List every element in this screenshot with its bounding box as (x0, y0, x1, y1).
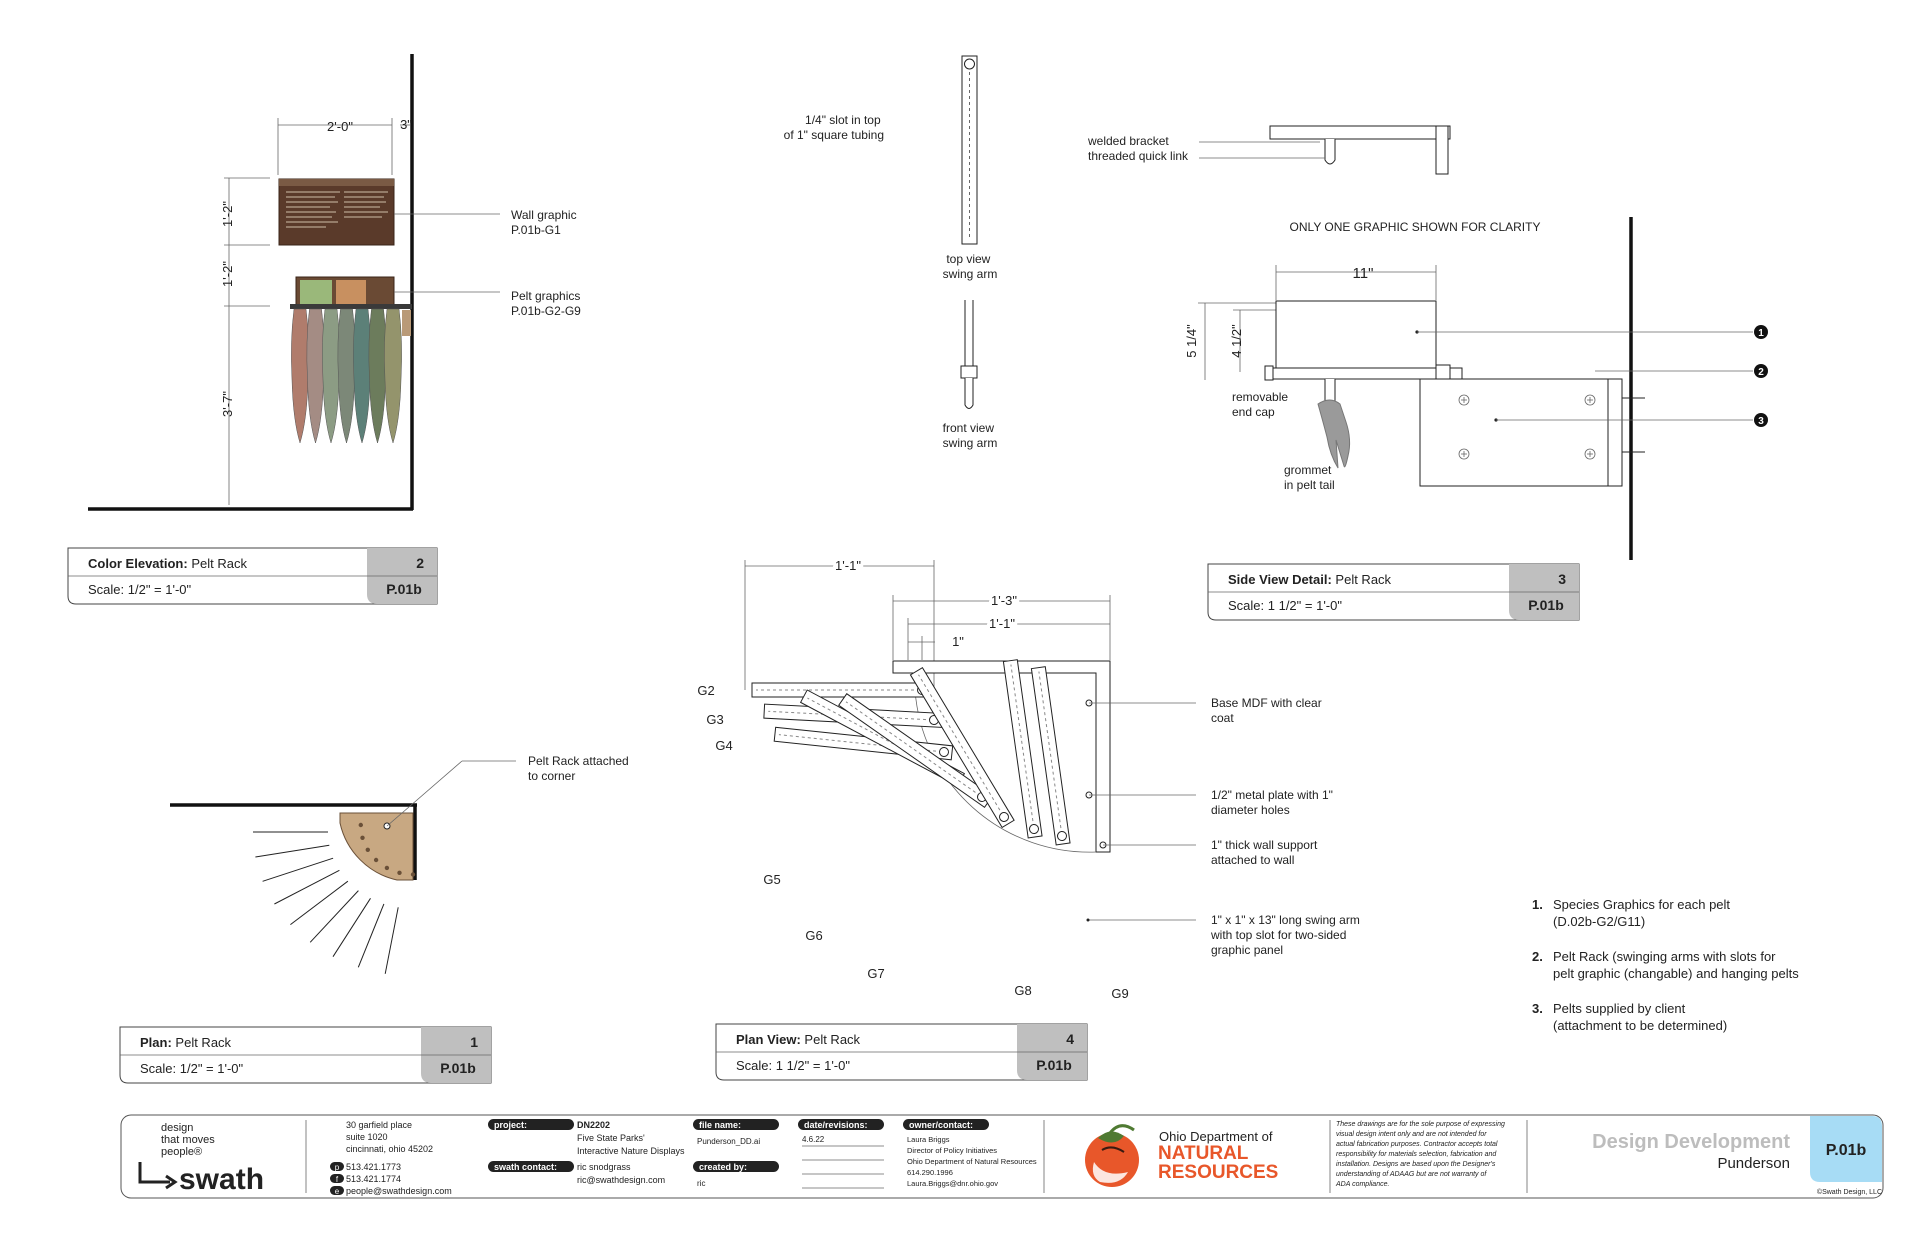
svg-text:P.01b: P.01b (1528, 597, 1564, 613)
svg-text:2: 2 (1758, 367, 1764, 378)
svg-text:Side View Detail: Pelt Rack: Side View Detail: Pelt Rack (1228, 572, 1392, 587)
dim-inner-height: 4 1/2" (1229, 324, 1244, 358)
copyright: ©Swath Design, LLC (1816, 1189, 1882, 1196)
arm-label: G8 (1014, 983, 1032, 998)
label-side-view-detail (1208, 564, 1579, 620)
note-clarity: ONLY ONE GRAPHIC SHOWN FOR CLARITY (1289, 220, 1541, 234)
note-grommet: grommet in pelt tail (1284, 463, 1335, 492)
svg-text:Pelt Rack (swinging arms with: Pelt Rack (swinging arms with slots for pelt graphic (changable) and hanging pelts (1553, 949, 1799, 981)
note-swing-arm: 1" x 1" x 13" long swing arm with top slot for two-sided graphic panel (1211, 913, 1360, 957)
note-slot: 1/4" slot in top of 1" square tubing (783, 113, 884, 142)
svg-text:Plan: Pelt Rack: Plan: Pelt Rack (140, 1035, 232, 1050)
phase-title: Design Development (1592, 1131, 1790, 1153)
arm-label: G3 (706, 712, 724, 727)
side-view-detail-drawing (1087, 126, 1768, 560)
plan-arm (358, 904, 384, 967)
svg-text:2: 2 (416, 555, 424, 571)
callout-rack-corner: Pelt Rack attached to corner (528, 754, 629, 783)
title-block (121, 1115, 1883, 1198)
pelt (384, 309, 401, 443)
contact-fax (330, 1174, 401, 1184)
svg-text:RESOURCES: RESOURCES (1158, 1162, 1279, 1183)
dim-d1: 1'-1" (835, 558, 861, 573)
owner-contact: Laura Briggs Director of Policy Initiatives Ohio Department of Natural Resources 614.290.1996 Laura.Briggs@dnr.ohio.gov (907, 1135, 1037, 1188)
dim-h2: 1'-2" (220, 261, 235, 287)
plan-arm (333, 898, 371, 956)
marker-3 (1754, 413, 1768, 427)
swing-arm-views (784, 56, 998, 450)
svg-text:people@swathdesign.com: people@swathdesign.com (346, 1186, 452, 1196)
arm-label: G6 (805, 928, 823, 943)
project-info: DN2202 Five State Parks' Interactive Nature Displays (577, 1120, 685, 1156)
label-scale: Scale: 1 1/2" = 1'-0" (736, 1058, 850, 1073)
contact-phone (330, 1162, 401, 1172)
note-bracket: welded bracket threaded quick link (1088, 134, 1189, 163)
svg-text:file name:: file name: (699, 1120, 742, 1130)
svg-text:4: 4 (1066, 1031, 1074, 1047)
label-scale: Scale: 1/2" = 1'-0" (140, 1061, 244, 1076)
note-end-cap: removable end cap (1232, 390, 1289, 419)
svg-text:513.421.1773: 513.421.1773 (346, 1162, 402, 1172)
contact-email (330, 1186, 452, 1196)
swath-contact: ric snodgrass ric@swathdesign.com (577, 1162, 666, 1185)
pelt (338, 309, 355, 443)
svg-text:3: 3 (1758, 416, 1764, 427)
pelt (307, 309, 324, 443)
label-scale: Scale: 1/2" = 1'-0" (88, 582, 192, 597)
pelt (369, 309, 386, 443)
note-plate: 1/2" metal plate with 1" diameter holes (1211, 788, 1333, 817)
arm-label: G9 (1111, 986, 1129, 1001)
dim-offset: 3" (400, 117, 412, 132)
svg-text:owner/contact:: owner/contact: (909, 1120, 974, 1130)
svg-text:1: 1 (1758, 328, 1764, 339)
plan-arm (274, 870, 339, 904)
file-name: Punderson_DD.ai (697, 1137, 761, 1146)
svg-text:P.01b: P.01b (386, 581, 422, 597)
svg-text:NATURAL: NATURAL (1158, 1143, 1249, 1164)
label-plan-view (716, 1024, 1087, 1080)
svg-text:P.01b: P.01b (1036, 1057, 1072, 1073)
arm-label: G2 (697, 683, 715, 698)
label-plan (120, 1027, 491, 1083)
marker-1 (1754, 325, 1768, 339)
pelt (322, 309, 339, 443)
created-by: ric (697, 1179, 706, 1188)
plan-arm (263, 858, 334, 881)
svg-text:Species Graphics for each pelt: Species Graphics for each pelt (D.02b-G2/G11) (1553, 897, 1731, 929)
plan-arm (385, 907, 398, 974)
label-scale: Scale: 1 1/2" = 1'-0" (1228, 598, 1342, 613)
dim-d2: 1'-3" (991, 593, 1017, 608)
label-front-view: front view swing arm (942, 421, 998, 450)
callout-wall-graphic: Wall graphic P.01b-G1 (511, 208, 577, 237)
address: 30 garfield place suite 1020 cincinnati, ohio 45202 (346, 1120, 434, 1154)
svg-text:project:: project: (494, 1120, 528, 1130)
svg-text:Color Elevation: Pelt Rack: Color Elevation: Pelt Rack (88, 556, 247, 571)
side-swing-arm (1270, 368, 1462, 379)
pelts (291, 309, 401, 443)
svg-text:2.: 2. (1532, 949, 1543, 964)
plan-drawing (170, 754, 632, 974)
svg-text:Pelts supplied by client(attac: Pelts supplied by client (attachment to be determined) (1553, 1001, 1728, 1033)
svg-text:1: 1 (470, 1034, 478, 1050)
arm-label: G4 (715, 738, 733, 753)
color-elevation-drawing (88, 54, 584, 510)
site-name: Punderson (1717, 1155, 1790, 1172)
arm-label: G5 (763, 872, 781, 887)
disclaimer: These drawings are for the sole purpose of expressing visual design intent only and are not intended for actual fabrication purposes. Contractor accepts total responsibility for materials selection, fabrication and installation. Designs are based upon the Designer's understanding of ADAAG but are not warranty of ADA compliance. (1336, 1121, 1505, 1188)
dim-width: 2'-0" (327, 119, 353, 134)
swing-arm-g2 (752, 683, 930, 697)
legend (1532, 897, 1799, 1033)
svg-text:1.: 1. (1532, 897, 1543, 912)
dim-d4: 1" (952, 634, 964, 649)
revision-date: 4.6.22 (802, 1135, 825, 1144)
plan-rack (340, 813, 413, 880)
label-color-elevation (68, 548, 437, 604)
marker-2 (1754, 364, 1768, 378)
tagline: design that moves people® (161, 1122, 215, 1158)
plan-view-drawing (697, 558, 1363, 1001)
label-top-view: top view swing arm (942, 252, 998, 281)
brand-logo: swath (179, 1163, 265, 1196)
svg-text:3.: 3. (1532, 1001, 1543, 1016)
pelt (353, 309, 370, 443)
rack-bar (290, 304, 412, 309)
pelt (291, 309, 308, 443)
svg-text:P.01b: P.01b (440, 1060, 476, 1076)
svg-text:513.421.1774: 513.421.1774 (346, 1174, 402, 1184)
metal-plate (1420, 379, 1615, 486)
plan-arm (255, 845, 329, 857)
dim-h1: 1'-2" (220, 201, 235, 227)
svg-text:created by:: created by: (699, 1162, 748, 1172)
sheet-number: P.01b (1825, 1142, 1867, 1159)
odnr-name: Ohio Department of (1159, 1129, 1273, 1144)
plan-arm (310, 891, 358, 943)
callout-pelt-graphics: Pelt graphics P.01b-G2-G9 (511, 289, 581, 318)
plan-arm (290, 881, 348, 924)
dim-side-width: 11" (1352, 265, 1374, 282)
svg-text:Plan View: Pelt Rack: Plan View: Pelt Rack (736, 1032, 861, 1047)
dim-d3: 1'-1" (989, 616, 1015, 631)
note-mdf: Base MDF with clear coat (1211, 696, 1322, 725)
svg-text:date/revisions:: date/revisions: (804, 1120, 868, 1130)
arm-label: G7 (867, 966, 885, 981)
graphic-panel (1276, 301, 1436, 371)
dim-outer-height: 5 1/4" (1184, 324, 1199, 358)
svg-text:3: 3 (1558, 571, 1566, 587)
email-icon: e (334, 1187, 340, 1196)
dim-h3: 3'-7" (220, 391, 235, 417)
note-wall-support: 1" thick wall support attached to wall (1211, 838, 1318, 867)
fax-icon: f (335, 1175, 339, 1184)
phone-icon: p (334, 1163, 340, 1172)
svg-text:swath contact:: swath contact: (494, 1162, 558, 1172)
